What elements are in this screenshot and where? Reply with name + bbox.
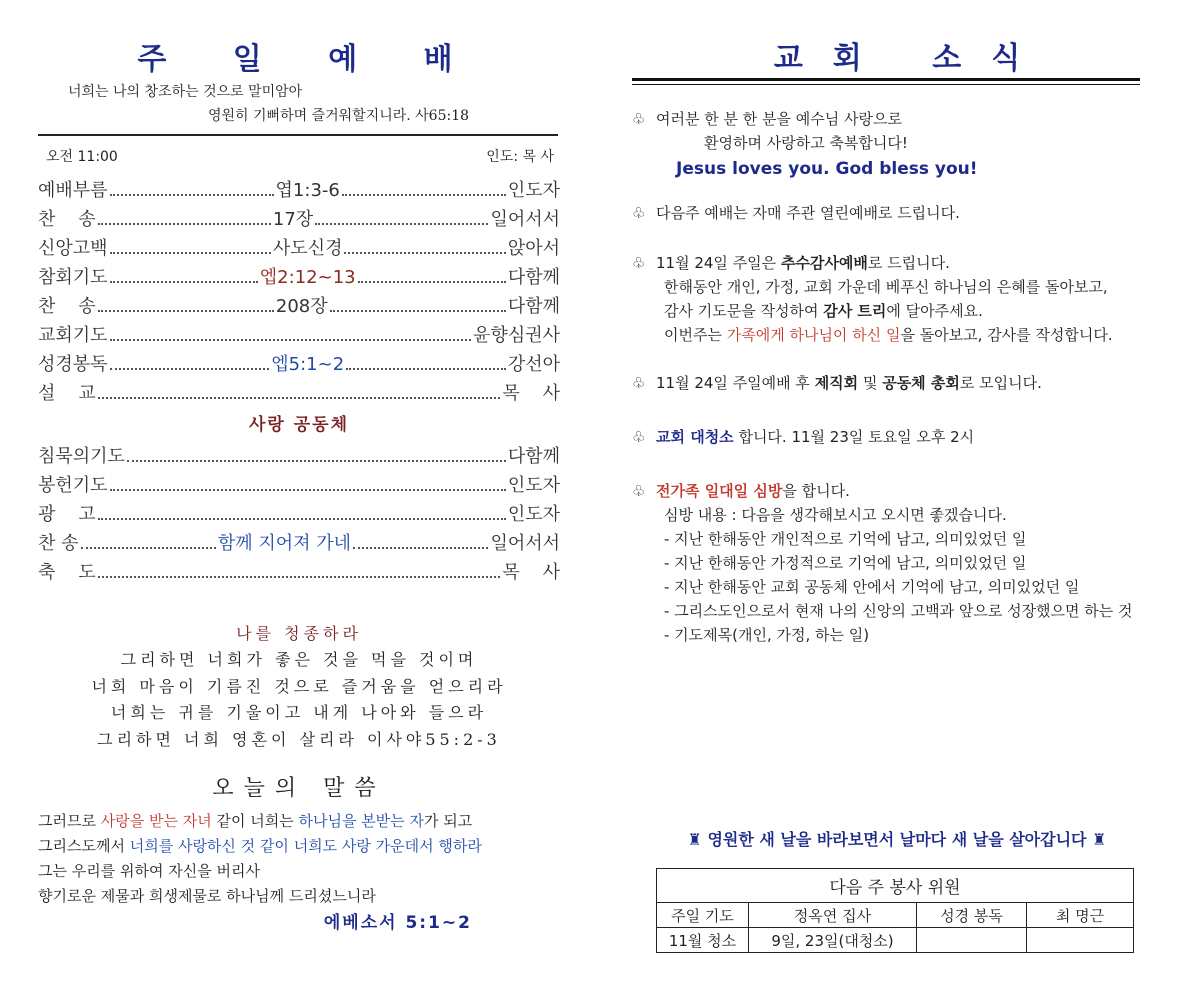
dot-leader xyxy=(127,460,506,462)
order-item-person: 다함께 xyxy=(507,296,560,317)
dot-leader xyxy=(358,281,506,283)
news-item-visitation xyxy=(632,479,1162,647)
dot-leader xyxy=(98,576,501,578)
dot-leader xyxy=(110,339,471,341)
order-row xyxy=(38,205,560,234)
text: 한해동안 개인, 가정, 교회 가운데 베푸신 하나님의 은혜를 돌아보고, xyxy=(664,278,1108,296)
order-item-person: 인도자 xyxy=(507,504,560,525)
news-item-thanksgiving xyxy=(632,251,1162,347)
today-word-title: 오늘의 말씀 xyxy=(212,776,386,801)
order-row xyxy=(38,379,560,408)
worship-column xyxy=(38,40,560,937)
order-item-name: 참회기도 xyxy=(38,267,108,288)
today-word-body xyxy=(38,809,560,909)
order-item-name: 봉헌기도 xyxy=(38,475,108,496)
worship-verse-line1: 너희는 나의 창조하는 것으로 말미암아 xyxy=(68,84,303,100)
visit-detail: - 지난 한해동안 가정적으로 기억에 남고, 의미있었던 일 xyxy=(664,554,1027,572)
divider xyxy=(632,78,1140,81)
visit-detail: - 지난 한해동안 교회 공동체 안에서 기억에 남고, 의미있었던 일 xyxy=(664,578,1080,596)
order-of-worship xyxy=(38,176,560,408)
text: 을 합니다. xyxy=(782,482,850,500)
visit-detail: - 지난 한해동안 개인적으로 기억에 남고, 의미있었던 일 xyxy=(664,530,1027,548)
order-item-person: 일어서서 xyxy=(490,209,560,230)
follow-line: 너희는 귀를 기울이고 내게 나아와 들으라 xyxy=(110,703,488,722)
worship-verse-line2: 영원히 기뻐하며 즐거워할지니라. 사65:18 xyxy=(208,108,470,124)
news-item-cleaning xyxy=(632,425,1162,449)
order-item-detail: 17장 xyxy=(272,209,314,230)
follow-line: 그리하면 너희 영혼이 살리라 이사야55:2-3 xyxy=(97,729,501,749)
order-row xyxy=(38,558,560,587)
club-icon: ♧ xyxy=(632,482,646,500)
text: 을 돌아보고, 감사를 작성합니다. xyxy=(900,326,1113,344)
order-item-person: 앉아서 xyxy=(507,238,561,259)
love-section-title: 사랑 공동체 xyxy=(248,415,350,435)
follow-title: 나를 청종하라 xyxy=(236,624,362,643)
order-item-name: 찬 송 xyxy=(38,296,96,317)
service-leader: 인도: 목 사 xyxy=(486,149,554,165)
love-order xyxy=(38,442,560,587)
bold-text: 공동체 총회 xyxy=(882,374,960,392)
order-item-detail: 엡2:12~13 xyxy=(259,267,356,288)
order-row xyxy=(38,500,560,529)
order-item-name: 교회기도 xyxy=(38,325,108,346)
order-row xyxy=(38,292,560,321)
order-item-detail: 사도신경 xyxy=(272,238,343,259)
highlight-text: 너희를 사랑하신 것 같이 너희도 사랑 가운데서 행하라 xyxy=(129,837,482,855)
order-row xyxy=(38,263,560,292)
text: 감사 기도문을 작성하여 xyxy=(664,302,824,320)
order-item-detail: 엽1:3-6 xyxy=(275,180,340,201)
today-word-line xyxy=(38,809,560,834)
dot-leader xyxy=(315,223,488,225)
text: 가 되고 xyxy=(423,812,473,830)
highlight-text: 하나님을 본받는 자 xyxy=(298,812,424,830)
order-item-name: 광 고 xyxy=(38,504,96,525)
visit-detail: - 기도제목(개인, 가정, 하는 일) xyxy=(664,626,870,644)
today-word-reference: 에베소서 5:1~2 xyxy=(323,913,472,933)
highlight-text: 가족에게 하나님이 하신 일 xyxy=(726,326,901,344)
follow-verses xyxy=(38,647,560,753)
dot-leader xyxy=(98,397,501,399)
order-item-name: 신앙고백 xyxy=(38,238,108,259)
bold-text: 제직회 xyxy=(814,374,859,392)
order-item-person: 다함께 xyxy=(507,446,560,467)
text: 이번주는 xyxy=(664,326,727,344)
english-blessing: Jesus loves you. God bless you! xyxy=(676,159,978,179)
highlight-text: 전가족 일대일 심방 xyxy=(656,482,783,500)
dot-leader xyxy=(342,194,506,196)
text: 및 xyxy=(858,374,883,392)
club-icon: ♧ xyxy=(632,204,646,222)
dot-leader xyxy=(110,368,270,370)
table-cell xyxy=(1027,928,1134,953)
worship-title: 주 일 예 배 xyxy=(137,42,481,77)
table-cell: 11월 청소 xyxy=(657,928,749,953)
news-item-meeting xyxy=(632,371,1162,395)
club-icon: ♧ xyxy=(632,428,646,446)
dot-leader xyxy=(98,223,271,225)
order-item-name: 성경봉독 xyxy=(38,354,108,375)
bold-text: 감사 트리 xyxy=(823,302,887,320)
order-item-name: 축 도 xyxy=(38,562,96,583)
highlight-text: 사랑을 받는 자녀 xyxy=(100,812,212,830)
table-cell: 최 명근 xyxy=(1027,903,1134,928)
text: 합니다. 11월 23일 토요일 오후 2시 xyxy=(733,428,975,446)
news-item-welcome xyxy=(632,107,1162,183)
club-icon: ♧ xyxy=(632,254,646,272)
service-table-caption: 다음 주 봉사 위원 xyxy=(657,869,1134,903)
order-item-detail: 208장 xyxy=(275,296,328,317)
order-item-detail: 엡5:1~2 xyxy=(271,354,345,375)
order-item-name: 설 교 xyxy=(38,383,96,404)
club-icon: ♧ xyxy=(632,374,646,392)
club-icon: ♧ xyxy=(632,110,646,128)
news-title: 교회 소식 xyxy=(773,41,1051,76)
news-item-next-worship xyxy=(632,201,1162,225)
dot-leader xyxy=(98,518,506,520)
dot-leader xyxy=(344,252,505,254)
dot-leader xyxy=(110,489,506,491)
bold-text: 추수감사예배 xyxy=(780,254,868,272)
visit-detail: 심방 내용 : 다음을 생각해보시고 오시면 좋겠습니다. xyxy=(664,506,1007,524)
order-item-person: 목 사 xyxy=(502,562,560,583)
follow-line: 그리하면 너희가 좋은 것을 먹을 것이며 xyxy=(120,650,478,669)
order-item-name: 찬 송 xyxy=(38,533,79,554)
table-cell: 주일 기도 xyxy=(657,903,749,928)
order-row xyxy=(38,321,560,350)
table-cell: 성경 봉독 xyxy=(917,903,1027,928)
order-item-person: 윤향심권사 xyxy=(473,325,560,346)
order-item-name: 침묵의기도 xyxy=(38,446,125,467)
divider xyxy=(632,84,1140,85)
dot-leader xyxy=(81,547,216,549)
table-cell xyxy=(917,928,1027,953)
table-cell: 9일, 23일(대청소) xyxy=(749,928,917,953)
today-word-line: 향기로운 제물과 희생제물로 하나님께 드리셨느니라 xyxy=(38,887,376,905)
text: 그리스도께서 xyxy=(38,837,130,855)
order-row xyxy=(38,529,560,558)
dot-leader xyxy=(110,194,274,196)
follow-line: 너희 마음이 기름진 것으로 즐거움을 얻으리라 xyxy=(91,676,507,696)
text: 11월 24일 주일예배 후 xyxy=(656,374,815,392)
text: 환영하며 사랑하고 축복합니다! xyxy=(704,134,908,152)
dot-leader xyxy=(110,281,258,283)
bold-text: 교회 대청소 xyxy=(656,428,734,446)
slogan: ♜ 영원한 새 날을 바라보면서 날마다 새 날을 살아갑니다 ♜ xyxy=(687,830,1107,849)
divider xyxy=(38,134,558,136)
service-table xyxy=(656,868,1134,953)
text: 다음주 예배는 자매 주관 열린예배로 드립니다. xyxy=(656,204,960,222)
worship-verse xyxy=(38,80,560,128)
order-row xyxy=(38,176,560,205)
order-item-person: 인도자 xyxy=(507,475,560,496)
order-item-person: 일어서서 xyxy=(490,533,561,554)
order-item-person: 인도자 xyxy=(507,180,561,201)
dot-leader xyxy=(353,547,488,549)
text: 그러므로 xyxy=(38,812,101,830)
order-row xyxy=(38,442,560,471)
text: 여러분 한 분 한 분을 예수님 사랑으로 xyxy=(656,110,902,128)
text: 같이 너희는 xyxy=(211,812,299,830)
news-column xyxy=(632,40,1162,647)
text: 에 달아주세요. xyxy=(886,302,983,320)
order-row xyxy=(38,234,560,263)
order-row xyxy=(38,350,560,379)
order-item-person: 강선아 xyxy=(507,354,561,375)
dot-leader xyxy=(98,310,274,312)
table-cell: 정옥연 집사 xyxy=(749,903,917,928)
text: 11월 24일 주일은 xyxy=(656,254,781,272)
order-item-name: 예배부름 xyxy=(38,180,108,201)
order-item-name: 찬 송 xyxy=(38,209,96,230)
dot-leader xyxy=(346,368,506,370)
service-time-row xyxy=(38,146,560,168)
dot-leader xyxy=(330,310,506,312)
text: 로 드립니다. xyxy=(867,254,950,272)
text: 로 모입니다. xyxy=(959,374,1042,392)
order-item-person: 다함께 xyxy=(507,267,560,288)
visit-detail: - 그리스도인으로서 현재 나의 신앙의 고백과 앞으로 성장했으면 하는 것 xyxy=(664,602,1133,620)
order-item-detail: 함께 지어져 가네 xyxy=(217,533,352,554)
order-row xyxy=(38,471,560,500)
order-item-person: 목 사 xyxy=(502,383,560,404)
today-word-line: 그는 우리를 위하여 자신을 버리사 xyxy=(38,862,260,880)
dot-leader xyxy=(110,252,271,254)
service-time: 오전 11:00 xyxy=(46,149,118,165)
today-word-line xyxy=(38,834,560,859)
